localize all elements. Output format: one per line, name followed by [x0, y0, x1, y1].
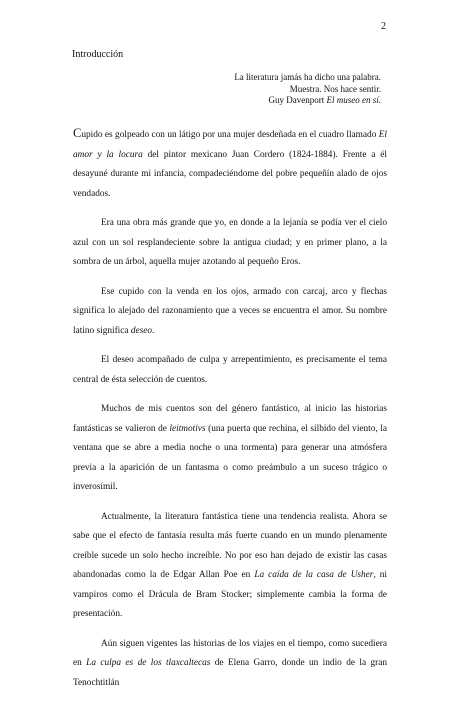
paragraph-2: Era una obra más grande que yo, en donde a la lejanía se podía ver el cielo azul con un sol resplandeciente sobre la antigua ciudad; y en primer plano, a la sombra de un árbol, aquella mujer azotando al pequeño Eros.: [73, 218, 387, 267]
section-heading: Introducción: [72, 49, 124, 60]
epigraph-work: El museo en sí.: [326, 95, 381, 105]
paragraph-6: Actualmente, la literatura fantástica tiene una tendencia realista. Ahora se sabe que el efecto de fantasía resulta más fuerte cuando en un mundo plenamente creíble sucede un solo hecho increíble. No por eso han dejado de existir las casas abandonadas como la de Edgar Allan Poe en La caída de la casa de Usher, ni vampiros como el Drácula de Bram Stocker; simplemente cambia la forma de presentación.: [73, 511, 388, 619]
epigraph-author: Guy Davenport: [268, 95, 325, 105]
initial-letter: C: [73, 126, 82, 140]
epigraph-attribution: [121, 95, 381, 107]
epigraph: [121, 72, 381, 107]
body-text: [73, 124, 387, 703]
paragraph-7: Aún siguen vigentes las historias de los viajes en el tiempo, como sucediera en La culpa es de los tlaxcaltecas de Elena Garro, donde un indio de la gran Tenochtitlán: [73, 638, 387, 688]
epigraph-line-1: La literatura jamás ha dicho una palabra.: [234, 72, 381, 82]
work-title: La culpa es de los tlaxcaltecas: [86, 658, 211, 668]
paragraph-5: Muchos de mis cuentos son del género fantástico, al inicio las historias fantásticas se valieron de leitmotivs (una puerta que rechina, el silbido del viento, la ventana que se abre a media noche o una tormenta) para generar una atmósfera previa a la aparición de un fantasma o como preámbulo a un suceso trágico o inverosímil.: [73, 404, 387, 492]
epigraph-line-2: Muestra. Nos hace sentir.: [289, 83, 381, 94]
page-number: 2: [381, 21, 386, 32]
paragraph-3: Ese cupido con la venda en los ojos, armado con carcaj, arco y flechas significa lo alejado del razonamiento que a veces se encuentra el amor. Su nombre latino significa deseo.: [73, 286, 387, 336]
work-title: La caída de la casa de Usher: [254, 570, 374, 580]
paragraph-1: Cupido es golpeado con un látigo por una mujer desdeñada en el cuadro llamado El amor y la locura del pintor mexicano Juan Cordero (1824-1884). Frente a él desayuné durante mi infancia, compadeciéndome del pobre pequeñín alado de ojos vendados.: [73, 126, 387, 199]
paragraph-4: El deseo acompañado de culpa y arrepentimiento, es precisamente el tema central de ésta selección de cuentos.: [73, 355, 387, 385]
painting-title: El amor y la locura: [73, 130, 387, 160]
